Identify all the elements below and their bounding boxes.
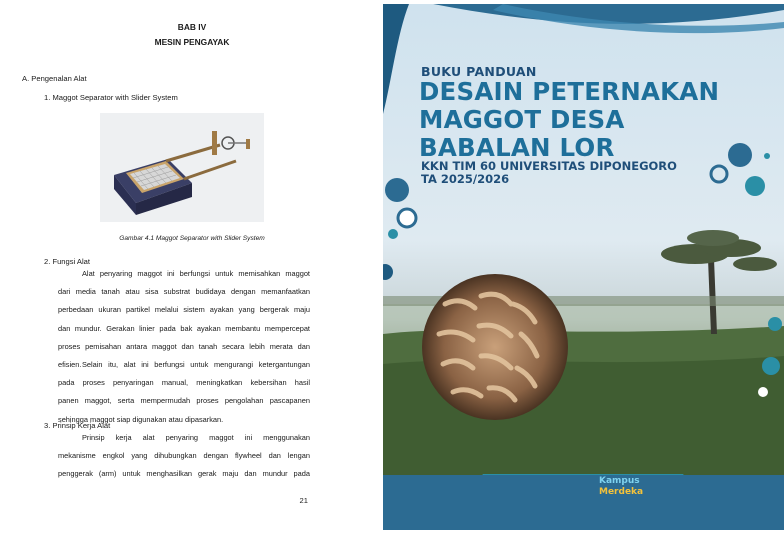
- logo-text-merdeka: Merdeka: [599, 487, 644, 497]
- university-logo-icon: [535, 488, 541, 494]
- chapter-title: MESIN PENGAYAK: [154, 37, 230, 47]
- cover-title-line: DESAIN PETERNAKAN: [419, 77, 720, 106]
- cover-kicker: BUKU PANDUAN: [421, 64, 537, 79]
- list-item-heading: 1. Maggot Separator with Slider System: [44, 93, 178, 102]
- regency-emblem-icon: [570, 488, 576, 494]
- page-number: 21: [299, 496, 308, 505]
- cover-subtitle: TA 2025/2026: [421, 172, 510, 186]
- cover-title-line: MAGGOT DESA: [419, 105, 625, 134]
- text-line: perbedaan ukuran partikel melalui sistem ayakan yang bergerak maju: [58, 305, 310, 315]
- cover-footer-bar: [383, 475, 784, 530]
- text-line: proses pemisahan antara maggot dan tanah secara lebih merata dan: [58, 341, 310, 351]
- paragraph-fungsi-2: [58, 356, 310, 429]
- chapter-number: BAB IV: [177, 22, 207, 32]
- text-line: Prinsip kerja alat penyaring maggot ini menggunakan: [82, 433, 310, 442]
- cover-subtitle: KKN TIM 60 UNIVERSITAS DIPONEGORO: [421, 159, 677, 173]
- list-item-heading: 3. Prinsip Kerja Alat: [44, 421, 111, 430]
- text-line: mekanisme engkol yang dihubungkan dengan flywheel dan lengan: [58, 451, 310, 461]
- text-line: dari media tanah atau sisa substrat budidaya dengan memanfaatkan: [58, 287, 310, 297]
- text-line: pada proses penyaringan manual, meningkatkan kebersihan hasil: [58, 378, 310, 388]
- book-cover: [383, 4, 784, 530]
- list-item-heading: 2. Fungsi Alat: [44, 257, 91, 266]
- text-line: panen maggot, serta mempermudah proses pengolahan pascapanen: [58, 396, 310, 406]
- text-line: sehingga maggot siap digunakan atau dipasarkan.: [58, 414, 224, 424]
- figure-maggot-separator: [100, 113, 264, 222]
- figure-caption: Gambar 4.1 Maggot Separator with Slider System: [119, 235, 265, 242]
- maggot-separator-illustration: [100, 113, 264, 222]
- text-line: efisien.: [58, 359, 82, 369]
- document-page: [0, 0, 384, 534]
- logo-text-kampus: Kampus: [599, 476, 640, 486]
- paragraph-prinsip: [58, 429, 310, 484]
- text-line: penggerak (arm) untuk menghasilkan gerak maju dan mundur pada: [58, 469, 310, 479]
- section-heading: A. Pengenalan Alat: [22, 74, 87, 83]
- text-line: Alat penyaring maggot ini berfungsi untuk memisahkan maggot: [82, 269, 310, 278]
- text-line: Selain itu, alat ini berfungsi untuk mengurangi ketergantungan: [82, 360, 310, 369]
- cover-title-line: BABALAN LOR: [419, 133, 615, 162]
- text-line: dan mundur. Gerakan linier pada bak ayakan membantu mempercepat: [58, 323, 310, 333]
